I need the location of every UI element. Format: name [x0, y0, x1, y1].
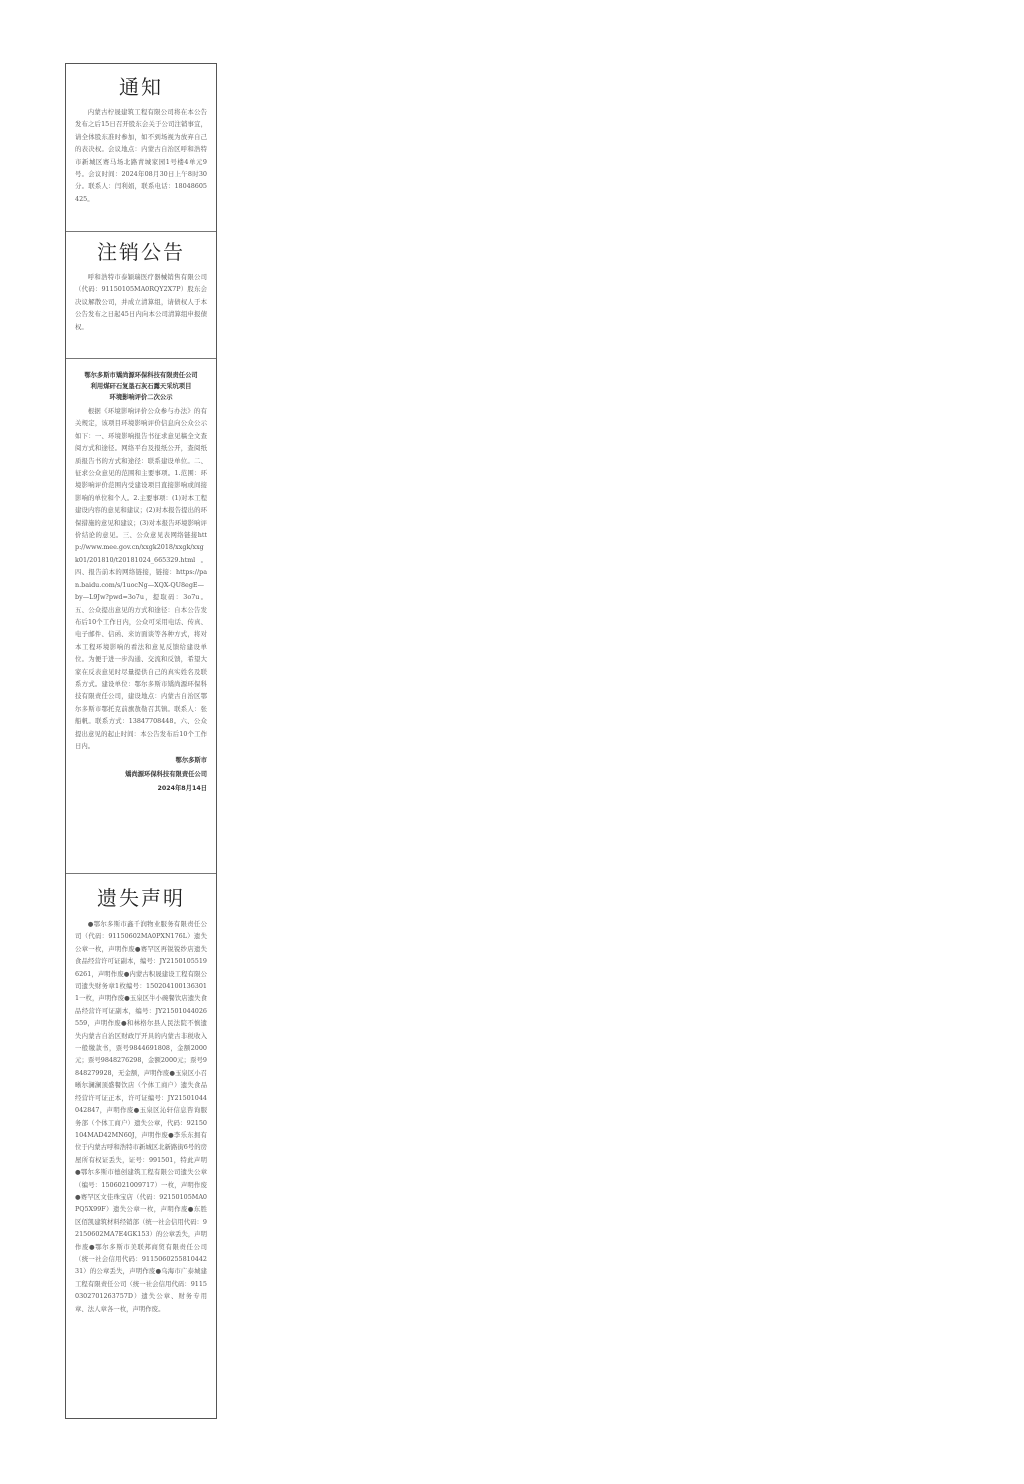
title-line: 利用煤矸石复垦石灰石露天采坑项目: [90, 383, 192, 390]
signature-date: 2024年8月14日: [157, 785, 207, 793]
notice-title: [75, 370, 207, 403]
notice-column: [65, 63, 217, 1419]
notice-eia-publicity: [66, 370, 216, 796]
notice-title: 通知: [119, 75, 163, 99]
signature-company: 矯尚源环保科技有限责任公司: [125, 771, 207, 779]
notice-body: 呼和浩特市泰颖瑞医疗器械销售有限公司（代码：91150105MA0RQY2X7P）股东会决议解散公司，并成立清算组，请债权人于本公告发布之日起45日内向本公司清算组申报债权。: [75, 273, 207, 331]
notice-meeting: [66, 74, 216, 205]
notice-body: ●鄂尔多斯市鑫千润物业服务有限责任公司（代码：91150602MA0PXN176L）遗失公章一枚，声明作废●赛罕区再锐锐纱店遗失食品经营许可证副本，编号：JY21501055196261，声明作废●内蒙古积晟建设工程有限公司遗失财务章1枚编号：1502041001363011一枚，声明作废●玉泉区牛小碗餐饮店遗失食品经营许可证副本，编号：JY21501044026559，声明作废●和林格尔县人民法院不慎遗失内蒙古自治区财政厅开具的内蒙古非税收入一般缴款书，票号9844691808，金额2000元；票号9848276298，金额2000元；票号9848279928，无金额，声明作废●玉泉区小召晰尔澜澜顶盛餐饮店（个体工商户）遗失食品经营许可证正本，许可证编号：JY21501044042847，声明作废●玉泉区沁轩信息咨询服务部（个体工商户）遗失公章，代码：92150104MAD42MN60J，声明作废●李乐东拥有位于内蒙古呼和浩特市新城区北新路街6号的房屋所有权证丢失，证号：991501，特此声明●鄂尔多斯市德创建筑工程有限公司遗失公章（编号：1506021009717）一枚，声明作废●赛罕区文佳珠宝店（代码：92150105MA0PQ5X99F）遗失公章一枚，声明作废●东胜区佰凯建筑材料经销部（统一社会信用代码：92150602MA7E4GK153）的公章丢失，声明作废●鄂尔多斯市美联邦商贸有限责任公司（统一社会信用代码：911506025581044231）的公章丢失，声明作废●乌海市广泰城建工程有限责任公司（统一社会信用代码：91150302701263757D）遗失公章、财务专用章、法人章各一枚，声明作废。: [75, 920, 208, 1313]
notice-signature: [75, 754, 207, 796]
divider: [66, 873, 216, 874]
notice-loss-statement: [66, 884, 216, 1315]
divider: [66, 231, 216, 232]
notice-body: 内蒙古柠晟建筑工程有限公司将在本公告发布之后15日召开股东会关于公司注销事宜，请全体股东准时参加，如不到场视为放弃自己的表决权。会议地点：内蒙古自治区呼和浩特市新城区赛马场北路青城家园1号楼4单元9号。会议时间：2024年08月30日上午8时30分。联系人：闫利娟，联系电话：18048605425。: [75, 108, 207, 203]
signature-city: 鄂尔多斯市: [175, 757, 207, 765]
title-line: 环境影响评价二次公示: [109, 394, 173, 401]
divider: [66, 358, 216, 359]
notice-title: 遗失声明: [97, 886, 185, 910]
notice-title: 注销公告: [97, 240, 185, 264]
title-line: 鄂尔多斯市矯尚源环保科技有限责任公司: [84, 372, 198, 379]
notice-body: 根据《环境影响评价公众参与办法》的有关规定，该项目环境影响评价信息向公众公示如下：一、环境影响报告书征求意见稿全文查阅方式和途径。网络平台及报纸公开，查阅纸质报告书的方式和途径：联系建设单位。二、征求公众意见的范围和主要事项。1.范围：环境影响评价范围内受建设项目直接影响或间接影响的单位和个人。2.主要事项：(1)对本工程建设内容的意见和建议；(2)对本报告提出的环保措施的意见和建议；(3)对本报告环境影响评价结论的意见。三、公众意见表网络链接http://www.mee.gov.cn/xxgk2018/xxgk/xxgk01/201810/t20181024_665329.html。四、报告前本的网络链接，链接：https://pan.baidu.com/s/1uocNg—XQX-QU8egE—by—L9Jw?pwd=3o7u，提取码：3o7u。五、公众提出意见的方式和途径：自本公告发布后10个工作日内，公众可采用电话、传真、电子邮件、信函、来访面谈等各种方式，将对本工程环境影响的看法和意见反馈给建设单位。为便于进一步沟通、交流和反馈，希望大家在反表意见时尽量提供自己的真实姓名及联系方式。建设单位：鄂尔多斯市矯尚源环保科技有限责任公司，建设地点：内蒙古自治区鄂尔多斯市鄂托克前旗敖勒召其镇。联系人：张船帆。联系方式：13847708448。六、公众提出意见的起止时间：本公告发布后10个工作日内。: [75, 407, 207, 750]
notice-cancellation: [66, 239, 216, 333]
